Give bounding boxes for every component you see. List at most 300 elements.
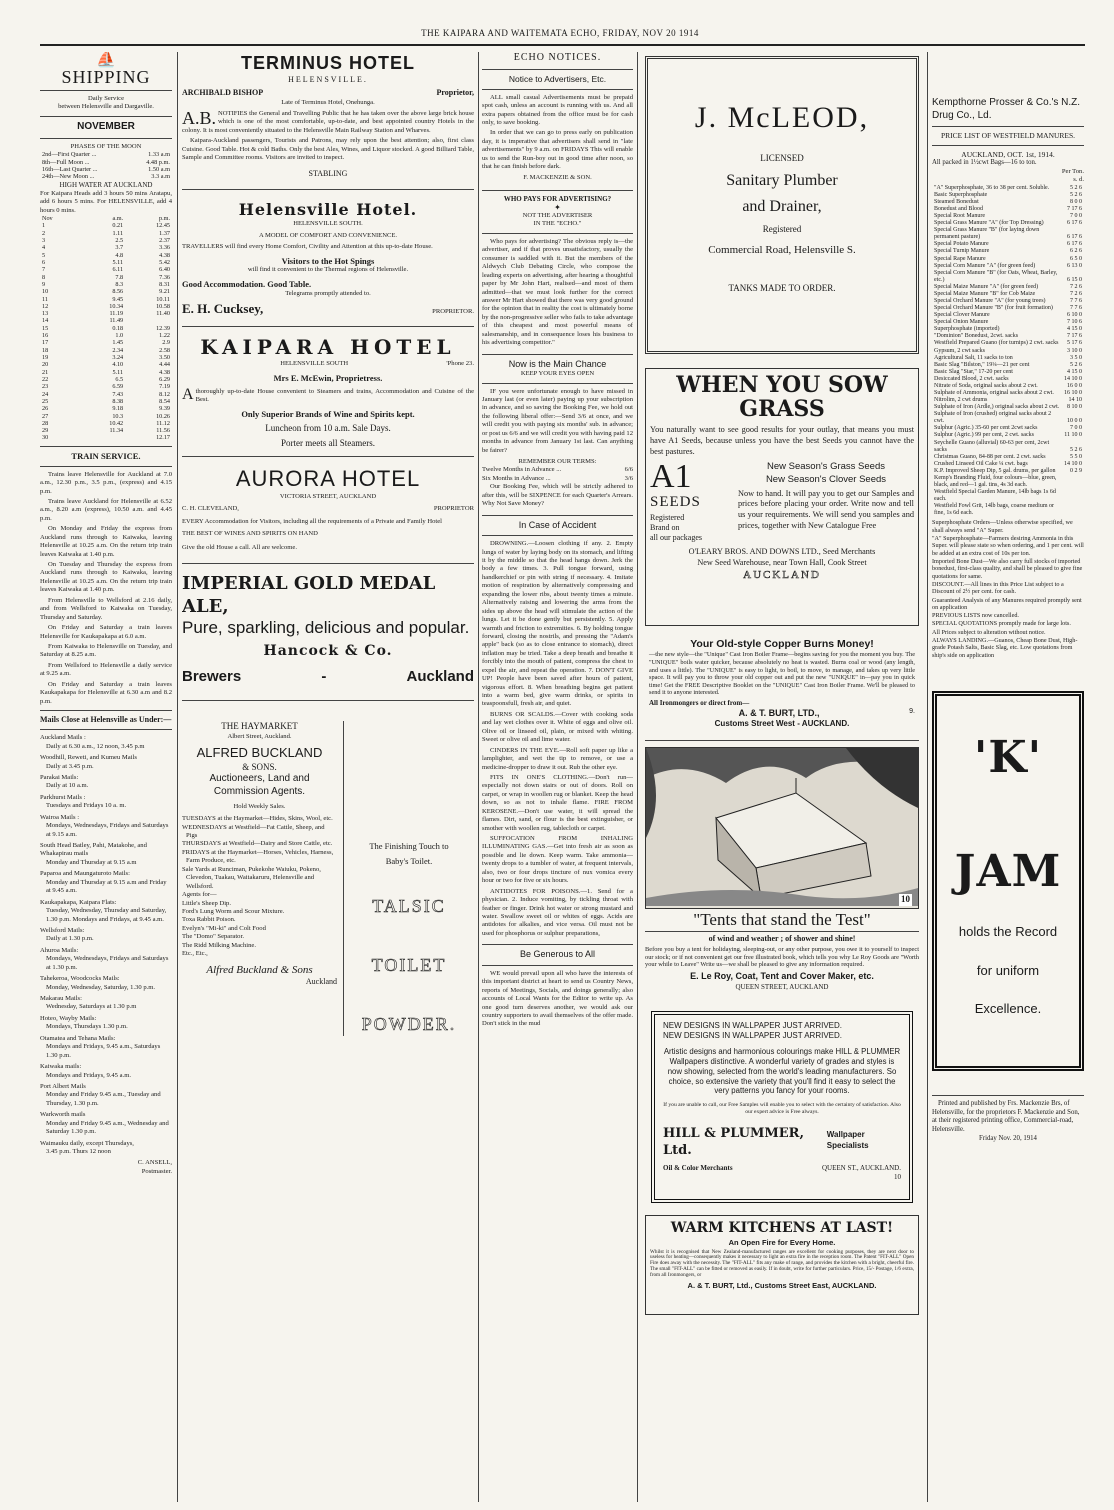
aurora-give: Give the old House a call. All are welcome. — [182, 544, 297, 552]
price-value: 6 13 0 — [1067, 262, 1082, 269]
tide-cell: 8 — [42, 273, 46, 281]
mails-list — [40, 734, 172, 1156]
ale-brewers: Brewers — [182, 667, 242, 685]
shipping-sub2: between Helensville and Dargaville. — [58, 103, 154, 111]
price-note: All Prices subject to alteration without notice. — [932, 628, 1046, 636]
tide-cell: 1.45 — [112, 339, 124, 347]
phase-label: 24th—New Moon ... — [42, 173, 95, 181]
tide-cell: 18 — [42, 346, 49, 354]
mail-entry — [40, 927, 172, 944]
tide-cell: 4.38 — [159, 368, 170, 376]
terminus-proprietor-role: Proprietor, — [436, 88, 474, 98]
copper-addr: Customs Street West - AUCKLAND. — [714, 719, 850, 729]
mail-times: Mondays and Fridays, 9.45 a.m. — [46, 1071, 131, 1079]
buckland-sales-list — [182, 815, 337, 958]
mail-entry — [40, 975, 172, 992]
price-value: 5 2 6 — [1070, 191, 1082, 198]
train-paragraph: From Wellsford to Helensville a daily service at 9.25 a.m. — [40, 661, 172, 678]
terms-text: Our Booking Fee, which will be strictly adhered to after this, will be SIXPENCE for each Quarter's Arrears. Why Not Save Money? — [482, 483, 633, 508]
tide-cell: 28 — [42, 419, 49, 427]
tide-cell: 17 — [42, 339, 49, 347]
tide-cell: 30 — [42, 434, 49, 442]
price-item: Special Root Manure — [934, 213, 985, 220]
ale-sub: Pure, sparkling, delicious and popular. — [182, 617, 470, 637]
price-note: ALWAYS LANDING.—Guanos, Cheap Bone Dust, High-grade Potash Salts, Basic Slag, etc. Low quotations from ship's side on application — [932, 637, 1078, 659]
price-item: Kemp's Branding Fluid, four colours—blue, green, black, and red—1 gal. tins, 4s 3d each. — [934, 474, 1057, 489]
masthead-rule — [40, 44, 1085, 46]
tide-cell: 9 — [42, 280, 46, 288]
tent-text: Before you buy a tent for holidaying, sleeping-out, or any other purpose, you owe it to yourself to inspect our stock; or if not convenient get our free illustrated book, which tells you why Le Roy Goods are "Worth your while to Leave" Write us—we shall be pleased to give any information required. — [645, 945, 919, 969]
tide-row — [40, 222, 172, 229]
buckland-sale-line: TUESDAYS at the Haymarket—Hides, Skins, Wool, etc. — [182, 815, 333, 823]
tide-cell: 6.11 — [112, 266, 124, 274]
price-item: Crushed Linseed Oil Cake ¼ cwt. bags — [934, 460, 1028, 467]
price-value: 11 10 0 — [1064, 432, 1082, 439]
tide-cell: 5 — [42, 251, 46, 259]
mail-times: Mondays and Fridays, 9.45 a.m., Saturdays 1.30 p.m. — [46, 1043, 161, 1059]
price-row — [932, 369, 1084, 376]
price-item: Special Corn Manure "B" (for Oats, Wheat, Barley, etc.) — [934, 269, 1058, 283]
mail-entry — [40, 1035, 172, 1060]
mail-times: Daily at 1.30 p.m. — [46, 935, 94, 943]
jam-exc: Excellence. — [974, 1001, 1042, 1017]
terms-title: REMEMBER OUR TERMS: — [518, 458, 597, 466]
price-row — [932, 411, 1084, 425]
mail-heading: Auckland Mails : — [40, 734, 86, 742]
postmaster-name: C. ANSELL, — [137, 1159, 172, 1167]
price-row — [932, 503, 1084, 517]
price-row — [932, 326, 1084, 333]
mail-times: Tuesdays and Fridays 10 a. m. — [46, 802, 127, 810]
ale-city: Auckland — [406, 667, 474, 685]
tide-cell: 4 — [42, 244, 46, 252]
price-value: 14 10 — [1068, 397, 1082, 404]
buckland-sale-line: Etc., Etc., — [182, 950, 208, 958]
ale-title: IMPERIAL GOLD MEDAL ALE, — [182, 572, 436, 617]
tide-cell: 15 — [42, 324, 49, 332]
price-value: 5 2 6 — [1070, 446, 1082, 453]
term-row — [482, 466, 633, 474]
wall-new1: NEW DESIGNS IN WALLPAPER JUST ARRIVED. — [663, 1021, 842, 1030]
tide-cell: 19 — [42, 354, 49, 361]
mail-heading: Parakai Mails: — [40, 773, 79, 781]
accident-text6: ANTIDOTES FOR POISONS.—1. Send for a physician. 2. Induce vomiting, by tickling throat with feather or finger. Drink hot water or strong mustard and water. Swallow sweet oil or whites of eggs. Acids are antidotes for alkalies, and vice versa. Oil must not be used for phosphorus or sulphur preparations, — [482, 887, 633, 937]
price-value: 6 17 6 — [1067, 234, 1082, 241]
tide-cell: 9.45 — [112, 295, 124, 303]
tide-cell: 4.38 — [159, 251, 170, 259]
tent-title: "Tents that stand the Test" — [645, 909, 919, 932]
tide-cell: 0.18 — [112, 324, 124, 332]
tide-cell: 5.11 — [112, 258, 124, 266]
tide-cell: 21 — [42, 368, 49, 376]
tide-cell: 4.8 — [115, 251, 124, 259]
price-value: 3 10 0 — [1067, 347, 1082, 354]
accident-text3: CINDERS IN THE EYE.—Roll soft paper up like a lamplighter, and wet the tip to remove, or use a medicine-dropper to draw it out. Rub the other eye. — [482, 746, 633, 771]
warm-title: WARM KITCHENS AT LAST! — [670, 1220, 894, 1236]
tide-cell: 3.36 — [159, 244, 170, 252]
price-value: 6 10 0 — [1067, 312, 1082, 319]
tide-row — [40, 383, 172, 390]
seeds-brand: SEEDS — [650, 494, 701, 511]
accident-text: DROWNING.—Loosen clothing if any. 2. Empty lungs of water by laying body on its stomach, and lifting it by the middle so that the head hangs down. Jerk the body a few times. 3. Pull tongue forward, using handkerchief or pin with string if necessary. 4. Imitate motion of respiration by alternatively compressing and expanding the lower ribs, about twenty times a minute. Alternatively raising and lowering the arms from the sides up above the head will stimulate the action of the lungs. Let it be done gently but persistently. 5. Apply warmth and friction to extremities. 6. By holding tongue forward, closing the nostrils, and pressing the "Adam's apple" back (so as to close entrance to stomach), direct inflation may be tried. Take a deep breath and breathe it forcibly into the mouth of patient, compress the chest to expel the air, and repeat the operation. 7. DON'T GIVE UP! People have been saved after hours of patient, vigorous effort. 8. When breathing begins get patient into a warm bed, give warm drinks, or spirits in teaspoonsfull, fresh air, and quiet. — [482, 540, 633, 708]
price-row — [932, 340, 1084, 347]
price-item: Special Corn Manure "A" (for green feed) — [934, 262, 1036, 269]
price-value: 3 5 0 — [1070, 354, 1082, 361]
who-sub2: IN THE "ECHO." — [533, 220, 582, 228]
accident-text5: SUFFOCATION FROM INHALING ILLUMINATING GAS.—Get into fresh air as soon as possible and lie down. Keep warm. Take ammonia—twenty drops to a tumbler of water, at frequent intervals, also, two or four drops tincture of nux vomica every hour or two for five or six hours. — [482, 835, 633, 885]
phase-time: 1.33 a.m — [148, 151, 170, 159]
mail-heading: Paparoa and Maungaturoto Mails: — [40, 870, 130, 878]
jam-k: 'K' — [973, 732, 1043, 784]
price-item: Christmas Guano, 84-88 per cent. 2 cwt. sacks — [934, 453, 1046, 460]
mail-entry — [40, 1083, 172, 1108]
terminus-text: NOTIFIES the General and Travelling Public that he has taken over the above large brick house which is one of the most comfortable, up-to-date, and best appointed country Hotels in the colony. It is most conveniently situated to the Helensville Main Railway Station and Wharves. — [182, 109, 474, 134]
tide-cell: 1.0 — [115, 332, 124, 340]
tide-cell: 10.11 — [156, 295, 170, 303]
mail-entry — [40, 774, 172, 791]
aurora-hotel-ad — [182, 461, 474, 553]
shipping-sub: Daily Service — [87, 95, 125, 102]
talsic-line2: Baby's Toilet. — [385, 855, 433, 866]
price-date: AUCKLAND, OCT. 1st, 1914. — [961, 149, 1055, 159]
price-value: 0 2 9 — [1070, 467, 1082, 474]
mcleod-trade1: Sanitary Plumber — [726, 171, 838, 189]
price-value: 4 15 0 — [1067, 368, 1082, 375]
hotels-column — [182, 52, 474, 1502]
mail-times: Mondays, Wednesdays, Fridays and Saturdays at 9.15 a.m. — [46, 822, 169, 838]
helensville-hotel-ad — [182, 194, 474, 318]
mail-entry — [40, 842, 172, 867]
price-note: DISCOUNT.—All lines in this Price List subject to a Discount of 2½ per cent. for cash. — [932, 580, 1064, 596]
price-value: 7 2 6 — [1070, 290, 1082, 297]
mail-heading: Waimauku daily, except Thursdays, — [40, 1139, 134, 1147]
price-note: PREVIOUS LISTS now cancelled. — [932, 612, 1019, 620]
price-item: Bonedust and Blood — [934, 205, 983, 212]
price-item: Special Rape Manure — [934, 255, 986, 262]
masthead: THE KAIPARA AND WAITEMATA ECHO, FRIDAY, NOV 20 1914 — [421, 28, 699, 38]
price-value: 7 7 6 — [1070, 305, 1082, 312]
tide-cell: 10 — [42, 288, 49, 296]
tide-cell: 2.34 — [112, 346, 124, 354]
buckland-sale-line: The "Domo" Separator. — [182, 933, 244, 941]
tide-cell: 11.34 — [109, 427, 124, 435]
helensville-tele: Telegrams promptly attended to. — [285, 289, 371, 297]
buckland-title: ALFRED BUCKLAND — [196, 744, 323, 760]
price-value: 6 15 0 — [1067, 276, 1082, 283]
price-value: 6 17 6 — [1067, 220, 1082, 227]
helensville-text: TRAVELLERS will find every Home Comfort, Civility and Attention at this up-to-date House. — [182, 243, 433, 251]
train-title: TRAIN SERVICE. — [71, 450, 141, 461]
tide-cell: 2 — [42, 229, 46, 237]
price-row — [932, 305, 1084, 312]
accident-text2: BURNS OR SCALDS.—Cover with cooking soda and lay wet clothes over it. White of eggs and olive oil. Olive oil or linseed oil, plain, or mixed with whiting. Sweet or olive oil and lime water. — [482, 710, 633, 744]
price-value: 7 2 6 — [1070, 283, 1082, 290]
accident-text4: FITS IN ONE'S CLOTHING.—Don't run—especially not down stairs or out of doors. Roll on carpet, or wrap in woollen rug or blanket. Keep the head down, so as not to inhale flame. FIRE FROM KEROSENE.—Don't use water, it will spread the flames. Dirt, sand, or flour is the best extinguisher, or smother with woollen rug, tablecloth or carpet. — [482, 773, 633, 832]
price-row — [932, 227, 1084, 241]
price-item: Special Orchard Manure "B" (for fruit formation) — [934, 305, 1053, 312]
price-row — [932, 270, 1084, 284]
moon-phase-row — [40, 151, 172, 158]
price-item: Desiccated Blood, 2 cwt. sacks — [934, 375, 1009, 382]
buckland-sale-line: The Ridd Milking Machine. — [182, 941, 256, 949]
price-item: Nitrolim, 2 cwt drums — [934, 397, 988, 404]
tide-cell: 5.42 — [159, 258, 170, 266]
tide-cell: 5.11 — [112, 368, 124, 376]
price-note: Imported Bone Dust—We also carry full stocks of imported bonedust, first-class quality, and shall be pleased to give fine quotations for same. — [932, 557, 1083, 580]
tide-row — [40, 310, 172, 317]
phase-time: 1.50 a.m — [148, 165, 170, 173]
echo-title: ECHO NOTICES. — [513, 52, 602, 63]
copper-iron: All Ironmongers or direct from— — [649, 698, 750, 707]
who-title: WHO PAYS FOR ADVERTISING? — [503, 195, 612, 204]
helensville-title: Helensville Hotel. — [238, 199, 418, 219]
tide-cell: 1.37 — [159, 229, 170, 237]
buckland-sale-line: FRIDAYS at the Haymarket—Horses, Vehicles, Harness, Farm Produce, etc. — [182, 848, 334, 865]
imprint-date: Friday Nov. 20, 1914 — [979, 1134, 1037, 1142]
tide-row — [40, 259, 172, 266]
ale-ad: IMPERIAL GOLD MEDAL ALE, Pure, sparkling, delicious and popular. Hancock & Co. Brewers - Auckland — [182, 572, 474, 685]
tide-cell: 3.50 — [159, 354, 170, 361]
tide-row — [40, 427, 172, 434]
aurora-proprietor-role: PROPRIETOR — [433, 505, 474, 513]
tide-cell: 4.44 — [159, 361, 170, 369]
price-value — [1062, 475, 1084, 489]
notice-p1: ALL small casual Advertisements must be prepaid spot cash, unless an account is running with us. And all extra papers obtained from the office must be for cash only, to save booking. — [482, 93, 633, 126]
mail-times: Monday and Thursday at 9.15 a.m — [46, 858, 137, 866]
tide-cell: 7 — [42, 266, 46, 274]
helensville-good: Good Accommodation. Good Table. — [182, 278, 312, 289]
mail-times: Mondays, Wednesdays, Fridays and Saturdays at 1.30 p.m. — [46, 955, 169, 971]
mail-times: Monday, Wednesday, Saturday, 1.30 p.m. — [46, 983, 156, 991]
price-row — [932, 489, 1084, 503]
tide-row — [40, 405, 172, 412]
price-row — [932, 241, 1084, 248]
price-list-title: PRICE LIST OF WESTFIELD MANURES. — [940, 131, 1076, 140]
buckland-ad — [182, 721, 344, 1036]
echo-notices-column: ECHO NOTICES. Notice to Advertisers, Etc. ALL small casual Advertisements must be prepaid spot cash, unless an account is running with us. And all extra papers obtained from the office must be for cash only, to save booking. In order that we can go to press early on publication day, it is imperative that advertisers shall send in "late advertisements" by 9 a.m. on FRIDAYS This will enable us to send the Run-boy out in good time after noon, so that he can finish before dark. F. MACKENZIE & SON. WHO PAYS FOR ADVERTISING? ✦ NOT THE ADVERTISER IN THE "ECHO." Who pays for advertising? The obvious reply is—the advertiser, and if that proves unsatisfactory, usually the consumer is saddled with it. But the members of the Aldwych Club Debating Circle, who compose the leading experts on advertising, after hearing a thoughtful paper by Mr John Hart, realised—and most of them admitted—that we must look further for the correct answer Mr Hart showed that there was very good ground for the opinion that in reality the cost is ultimately borne by the non-progressive seller who fails to take advantage of this cheapest and most powerful means of salesmanship, and in consequence loses his business to his advertising competitor." Now is the Main Chance KEEP YOUR EYES OPEN IF you were unfortunate enough to have missed in January last (or even later) paying up your subscription in advance, and so saving the Booking Fee, we hold out the following liberal offer:—Send 3/6 at once, and we will credit you with paying six months' sub. in advance; or post us 6/6 and we will credit you with having paid 12 months in advance from January 1st last. Can anything be fairer? REMEMBER OUR TERMS: Twelve Months in Advance ... 6/6 Six Months in Advance ... 3/6 Our Booking Fee, which will be strictly adhered to after this, will be SIXPENCE for each Quarter's Arrears. Why Not Save Money? In Case of Accident DROWNING.—Loosen clothing if any. 2. Empty lungs of water by laying body on its stomach, and lifting it by the middle so that the head hangs down. Jerk the body a few times. 3. Pull tongue forward, using handkerchief or pin with string if necessary. 4. Imitate motion of respiration by alternatively compressing and expanding the lower ribs, about twenty times a minute. Alternatively raising and lowering the arms from the sides up above the head will stimulate the action of the lungs. Let it be done gently but persistently. 5. Apply warmth and friction to extremities. 6. By holding tongue forward, closing the nostrils, and pressing the "Adam's apple" back (so as to close entrance to stomach), direct inflation may be tried. Take a deep breath and breathe it forcibly into the mouth of patient, compress the chest to expel the air, and repeat the operation. 7. DON'T GIVE UP! People have been saved after hours of patient, vigorous effort. 8. When breathing begins get patient into a warm bed, give warm drinks, or spirits in teaspoonsfull, fresh air, and quiet. BURNS OR SCALDS.—Cover with cooking soda and lay wet clothes over it. White of eggs and olive oil. Olive oil or linseed oil, plain, or mixed with whiting. Sweet or olive oil and lime water. CINDERS IN THE EYE.—Roll soft paper up like a lamplighter, and wet the tip to remove, or use a medicine-dropper to draw it out. Rub the other eye. FITS IN ONE'S CLOTHING.—Don't run—especially not down stairs or out of doors. Roll on carpet, or wrap in woollen rug or blanket. Keep the head down, so as not to inhale flame. FIRE FROM KEROSENE.—Don't use water, it will spread the flames. Dirt, sand, or flour is the best extinguisher, or smother with woollen rug, tablecloth or carpet. SUFFOCATION FROM INHALING ILLUMINATING GAS.—Get into fresh air as soon as possible and lie down. Keep warm. Take ammonia—twenty drops to a tumbler of water, at frequent intervals, also, two or four drops tincture of nux vomica every hour or two for five or six hours. ANTIDOTES FOR POISONS.—1. Send for a physician. 2. Induce vomiting, by tickling throat with feather or finger. Drink hot water or strong mustard and water. Swallow sweet oil or whites of eggs. Acids are antidotes for alkalies, and vice versa. Oil must not be used for phosphorus or sulphur preparations, Be Generous to All WE would prevail upon all who have the interests of this important district at heart to send us Country News, reports of Meetings, Socials, and doings generally; also accounts of Local Wants for the Editor to write up. As one good turn deserves another, we would ask our country supporters to avail themselves of the offer made. Don't stick in the mud — [482, 52, 633, 1028]
tide-cell: 7.19 — [159, 383, 170, 391]
tide-cell: 11.19 — [109, 310, 124, 318]
grass-new2: New Season's Clover Seeds — [765, 473, 887, 485]
price-item: Special Orchard Manure "A" (for young trees) — [934, 298, 1046, 304]
buckland-sale-line: Sale Yards at Runciman, Pukekohe Waiuku, Pokeno, Clevedon, Tuakau, Waitakaruru, Helensville and Wellsford. — [182, 865, 321, 890]
tide-row — [40, 354, 172, 361]
mail-heading: Warkworth mails — [40, 1111, 86, 1119]
price-note: Superphosphate Orders—Unless otherwise specified, we shall always send "A" Super. — [932, 519, 1073, 534]
price-value — [1062, 503, 1084, 517]
terminus-place: HELENSVILLE. — [288, 75, 368, 85]
price-value: 6 17 6 — [1067, 241, 1082, 248]
kaipara-porter: Porter meets all Steamers. — [281, 438, 375, 448]
price-note: Guaranteed Analysis of any Manures required promptly sent on application — [932, 596, 1082, 611]
price-item: Special Turnip Manure — [934, 248, 990, 255]
helensville-model: A MODEL OF COMFORT AND CONVENIENCE. — [258, 231, 398, 239]
jam-word: JAM — [954, 846, 1062, 898]
month-title: NOVEMBER — [77, 120, 135, 132]
grass-intro: You naturally want to see good results for your outlay, that means you must have A1 Seeds, because unless you have the best Seeds you cannot have the best pastures. — [650, 425, 914, 456]
train-paragraph: From Helensville to Wellsford at 2.16 daily, and from Wellsford to Kaiwaka on Tuesday, Thursday and Saturday. — [40, 596, 172, 621]
kaipara-text: thoroughly up-to-date House convenient to Steamers and trains, Accommodation and Cuisine of the Best. — [195, 387, 474, 404]
terminus-stabling: STABLING — [308, 168, 348, 178]
price-row — [932, 355, 1084, 362]
wall-addr: QUEEN ST., AUCKLAND. — [821, 1163, 901, 1172]
mail-entry — [40, 734, 172, 751]
grass-firm: O'LEARY BROS. AND DOWNS LTD., Seed Merchants — [688, 547, 876, 557]
helensville-place: HELENSVILLE SOUTH. — [293, 220, 363, 228]
price-row — [932, 263, 1084, 270]
price-item: Special Clover Manure — [934, 312, 990, 319]
mail-entry — [40, 814, 172, 839]
mail-times: Tuesday, Wednesday, Thursday and Saturday, 1.30 p.m. Mondays and Fridays, at 9.45 a.m. — [46, 907, 167, 923]
who-text: Who pays for advertising? The obvious reply is—the advertiser, and if that proves unsatisfactory, usually the consumer is saddled with it. But the members of the Aldwych Club Debating Circle, who compose the leading experts on advertising, after hearing a thoughtful paper by Mr John Hart, realised—and most of them admitted—that we must look further for the correct answer Mr Hart showed that there was very good ground for the opinion that in reality the cost is ultimately borne by the non-progressive seller who fails to take advantage of this cheapest and most powerful means of salesmanship, and in consequence loses his business to his advertising competitor." — [482, 237, 633, 347]
grass-city: AUCKLAND — [743, 569, 821, 582]
tide-cell: 29 — [42, 427, 49, 435]
wall-firm2: Wallpaper Specialists — [826, 1130, 869, 1150]
kaipara-place: HELENSVILLE SOUTH — [280, 360, 349, 368]
phase-label: 8th—Full Moon ... — [42, 158, 90, 166]
powder-word: POWDER. — [361, 1013, 457, 1034]
now-sub: KEEP YOUR EYES OPEN — [520, 370, 595, 378]
aurora-best: THE BEST OF WINES AND SPIRITS ON HAND — [182, 529, 318, 537]
aurora-title: AURORA HOTEL — [235, 465, 421, 491]
tide-cell: 1 — [42, 222, 46, 230]
price-item: Basic Slag "Bilston," 19¼—21 per cent — [934, 361, 1030, 368]
tide-cell: 7.43 — [112, 390, 124, 398]
wall-firm: HILL & PLUMMER, Ltd. — [663, 1126, 804, 1159]
terms-list — [482, 466, 633, 483]
tent-sub: of wind and weather ; of shower and shine! — [708, 933, 856, 943]
mail-times: Monday and Friday 9.45 a.m., Wednesday and Saturday 1.30 p.m. — [46, 1119, 169, 1136]
tide-row — [40, 332, 172, 339]
mail-times: Mondays, Thursdays 1.30 p.m. — [46, 1023, 128, 1031]
tide-header-cell: Nov — [42, 215, 53, 223]
kemp-title: Kempthorne Prosser & Co.'s N.Z. Drug Co., Ld. — [932, 97, 1081, 121]
price-item: Special Potato Manure — [934, 241, 989, 248]
tide-cell: 12.17 — [156, 434, 170, 442]
moon-phase-row — [40, 166, 172, 173]
tide-row — [40, 391, 172, 398]
mail-heading: Otamatea and Tehana Mails: — [40, 1034, 116, 1042]
kaipara-proprietress: Mrs E. McEwin, Proprietress. — [273, 372, 383, 383]
tide-cell — [125, 317, 172, 324]
phase-time: 4.48 p.m. — [146, 158, 170, 166]
price-row — [932, 432, 1084, 439]
tide-cell: 12.39 — [156, 324, 170, 332]
tide-cell: 25 — [42, 397, 49, 405]
tide-cell: 14 — [42, 317, 49, 325]
price-item: Special Maize Manure "B" for Cob Maize — [934, 290, 1036, 297]
price-value: 16 10 0 — [1064, 390, 1082, 397]
price-row — [932, 348, 1084, 355]
mail-entry — [40, 995, 172, 1012]
buckland-weekly: Hold Weekly Sales. — [233, 802, 286, 810]
price-table — [932, 185, 1084, 518]
helensville-springs2: will find it convenient to the Thermal regions of Helensville. — [247, 266, 409, 274]
price-value: 7 17 6 — [1067, 205, 1082, 212]
tide-row — [40, 281, 172, 288]
price-value: 5 5 0 — [1070, 453, 1082, 460]
mail-heading: Makarau Mails: — [40, 995, 82, 1003]
buckland-signature: Alfred Buckland & Sons — [206, 963, 313, 976]
mail-times: Monday and Friday 9.45 a.m., Tuesday and Thursday, 1.30 p.m. — [46, 1091, 161, 1107]
buckland-sale-line: Ford's Lung Worm and Scour Mixture. — [182, 907, 285, 915]
wall-num: 10 — [894, 1172, 901, 1181]
haymarket-addr: Albert Street, Auckland. — [227, 732, 292, 740]
price-item: "A" Superphosphate, 36 to 38 per cent. Soluble. — [934, 184, 1050, 191]
wall-oil: Oil & Color Merchants — [663, 1163, 733, 1172]
mail-times: Daily at 10 a.m. — [46, 782, 89, 790]
copper-ad — [645, 636, 919, 741]
aurora-text: EVERY Accommodation for Visitors, including all the requirements of a Private and Family Hotel — [182, 517, 443, 525]
train-paragraph: On Friday and Saturday a train leaves Helensville for Kaukapakapa at 6.0 a.m. — [40, 624, 172, 640]
mail-entry — [40, 1111, 172, 1136]
tide-cell: 6 — [42, 258, 46, 266]
price-row — [932, 312, 1084, 319]
hw-note: For Kaipara Heads add 3 hours 50 mins Aratapu, add 6 hours 5 mins. For HELENSVILLE, add 4 hours 0 mins. — [40, 189, 172, 214]
price-value: 7 17 6 — [1067, 333, 1082, 340]
grass-seed-ad — [645, 368, 919, 626]
tent-picture — [646, 748, 918, 906]
copper-title: Your Old-style Copper Burns Money! — [690, 638, 874, 650]
toilet-word: TOILET — [371, 954, 447, 975]
price-item: Westfield Special Garden Manure, 14lb bags 1s 6d each. — [934, 489, 1056, 503]
tent-num: 10 — [901, 894, 910, 905]
talsic-ad — [344, 721, 474, 1036]
price-value: 8 10 0 — [1067, 404, 1082, 411]
tide-cell: 0.21 — [112, 222, 124, 230]
mail-heading: Woodhill, Reweti, and Kumeu Mails — [40, 754, 137, 762]
price-value: 5 17 6 — [1067, 340, 1082, 347]
tide-row — [40, 413, 172, 420]
mail-heading: Ahuroa Mails: — [40, 946, 79, 954]
mail-entry — [40, 794, 172, 811]
mcleod-tanks: TANKS MADE TO ORDER. — [728, 283, 836, 294]
mcleod-name: J. McLEOD, — [694, 101, 870, 134]
mail-entry — [40, 1063, 172, 1080]
now-title: Now is the Main Chance — [508, 358, 607, 369]
mcleod-registered: Registered — [762, 223, 802, 234]
price-note: "A" Superphosphate—Farmers desiring Ammonia in this Super. will please state so when ordering, and 1 per cent. will be added at an extra cost of 10s per ton. — [932, 535, 1084, 557]
tide-cell: 2.9 — [162, 339, 170, 347]
phases-title: PHASES OF THE MOON — [70, 142, 142, 150]
price-value: 6 2 6 — [1070, 248, 1082, 255]
train-paragraph: Trains leave Helensville for Auckland at 7.0 a.m., 12.30 p.m., 3.5 p.m., (express) and 4.15 p.m. — [40, 470, 172, 495]
price-row — [932, 475, 1084, 489]
warm-kitchens-ad — [645, 1215, 919, 1315]
mail-heading: Kaiwaka mails: — [40, 1063, 82, 1071]
tide-row — [40, 274, 172, 281]
price-item: Special Grass Manure "A" (for Top Dressing) — [934, 220, 1044, 227]
shipping-column — [40, 52, 172, 1502]
display-ads-column — [641, 52, 923, 1502]
kaipara-lunch: Luncheon from 10 a.m. Sale Days. — [265, 423, 391, 434]
tide-cell: 8.31 — [159, 280, 170, 288]
helensville-springs: Visitors to the Hot Spings — [281, 255, 375, 266]
price-row — [932, 376, 1084, 383]
tent-firm: E. Le Roy, Coat, Tent and Cover Maker, etc. — [690, 971, 874, 982]
mail-times: Daily at 3.45 p.m. — [46, 762, 94, 770]
train-paragraph: On Tuesday and Thursday the express from Auckland runs through to Kaiwaka, leaving Helensville at 10.25 a.m. On the return trip train leaves Kaiwaka at 1.40 p.m. — [40, 561, 172, 594]
buckland-sale-line: Little's Sheep Dip. — [182, 899, 231, 907]
grass-addr: New Seed Warehouse, near Town Hall, Cook Street — [697, 557, 867, 567]
term-value: 6/6 — [624, 466, 633, 474]
tide-table — [40, 215, 172, 442]
train-paragraph: On Monday and Friday the express from Auckland runs through to Kaiwaka, leaving Helensville at 10.25 a.m. On the return trip train leaves Kaiwaka at 1.40 p.m. — [40, 525, 172, 558]
tide-cell: 8.3 — [115, 280, 124, 288]
postmaster-role: Postmaster. — [141, 1167, 172, 1175]
tide-cell: 2.58 — [159, 346, 170, 354]
tide-cell: 23 — [42, 383, 49, 391]
